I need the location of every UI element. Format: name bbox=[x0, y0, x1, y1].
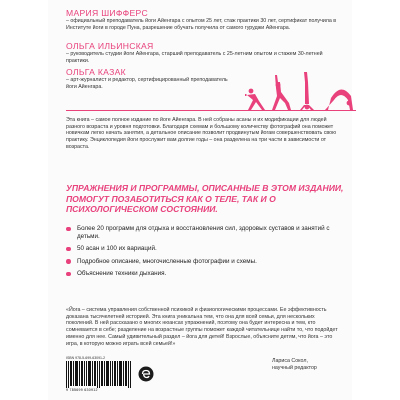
feature-list bbox=[66, 225, 346, 283]
author-name: ОЛЬГА КАЗАК bbox=[66, 67, 126, 77]
bullet-dot-icon bbox=[66, 259, 71, 264]
headline: УПРАЖНЕНИЯ И ПРОГРАММЫ, ОПИСАННЫЕ В ЭТОМ ИЗДАНИИ, ПОМОГУТ ПОЗАБОТИТЬСЯ КАК О ТЕЛЕ, ТАК И О ПСИХОЛОГИЧЕСКОМ СОСТОЯНИИ. bbox=[66, 183, 344, 214]
editor-quote: «Йога – система управления собственной психикой и физиологическими процессами. Ее эффективность доказана тысячелетней историей. Эта книга уникальна тем, что она для всей семьи, для нескольких поколений. В ней рассказано о многих нюансах упражнений, поэтому она будет интересна и тем, кто сомневается в себе; разделение на возрастные группы поможет каждой читательнице найти то, что подойдет именно для нее. Самый удивительный раздел – йога для детей! Взрослые, объясните детям, что йога – это игра, в которую можно играть всей семьей!» bbox=[66, 307, 338, 347]
bullet-dot-icon bbox=[66, 227, 71, 232]
list-item-text: Подробное описание, многочисленные фотографии и схемы. bbox=[77, 257, 257, 265]
list-item-text: Объяснение техники дыхания. bbox=[77, 270, 167, 278]
author-bio: – арт-журналист и редактор, сертифицированный преподаватель йоги Айенгара. bbox=[66, 77, 228, 90]
signature-block bbox=[272, 358, 352, 371]
signature-role: научный редактор bbox=[272, 364, 317, 371]
author-block-1 bbox=[66, 8, 341, 31]
intro-paragraph: Эта книга – самое полное издание по йоге Айенгара. В ней собраны асаны и их модификации для людей разного возраста и уровня подготовки. Благодаря схемам и большому количеству фотографий она поможет новичкам легко начать занятия, а детальное описание позволит продвинутым йогам совершенствовать свою практику. Энциклопедия йоги прослужит вам долгие годы – она разделена на три части в зависимости от возраста. bbox=[66, 117, 337, 150]
accent-divider bbox=[66, 110, 356, 111]
author-name: ОЛЬГА ИЛЬИНСКАЯ bbox=[66, 41, 154, 51]
yoga-poses-illustration bbox=[245, 70, 360, 112]
list-item bbox=[66, 258, 346, 266]
list-item bbox=[66, 245, 346, 253]
isbn-label: ISBN 978-5-699-63091-2 bbox=[66, 356, 106, 360]
list-item bbox=[66, 270, 346, 278]
signature-name: Лариса Сокол, bbox=[272, 358, 308, 364]
author-bio: – руководитель студии йоги Айенгара, старший преподаватель с 25-летним опытом и стажем 30-летней практики. bbox=[66, 51, 323, 64]
author-bio: – официальный преподаватель йоги Айенгара с опытом 25 лет, стаж практики 30 лет, сертификат получила в Институте йоги в городе Пуна, разрешение обучать получила от самого гуруджи Айенгара. bbox=[66, 18, 337, 31]
barcode-icon bbox=[66, 361, 132, 388]
publisher-logo-icon bbox=[138, 366, 154, 382]
list-item-text: 50 асан и 100 их вариаций. bbox=[77, 245, 157, 253]
bullet-dot-icon bbox=[66, 272, 71, 277]
barcode-number: 9 785699 630912 bbox=[66, 388, 98, 392]
author-block-2 bbox=[66, 41, 341, 64]
list-item-text: Более 20 программ для отдыха и восстановления сил, здоровых суставов и занятий с детьми. bbox=[77, 225, 330, 240]
author-name: МАРИЯ ШИФФЕРС bbox=[66, 8, 148, 18]
bullet-dot-icon bbox=[66, 247, 71, 252]
author-block-3 bbox=[66, 67, 236, 90]
list-item bbox=[66, 225, 346, 240]
